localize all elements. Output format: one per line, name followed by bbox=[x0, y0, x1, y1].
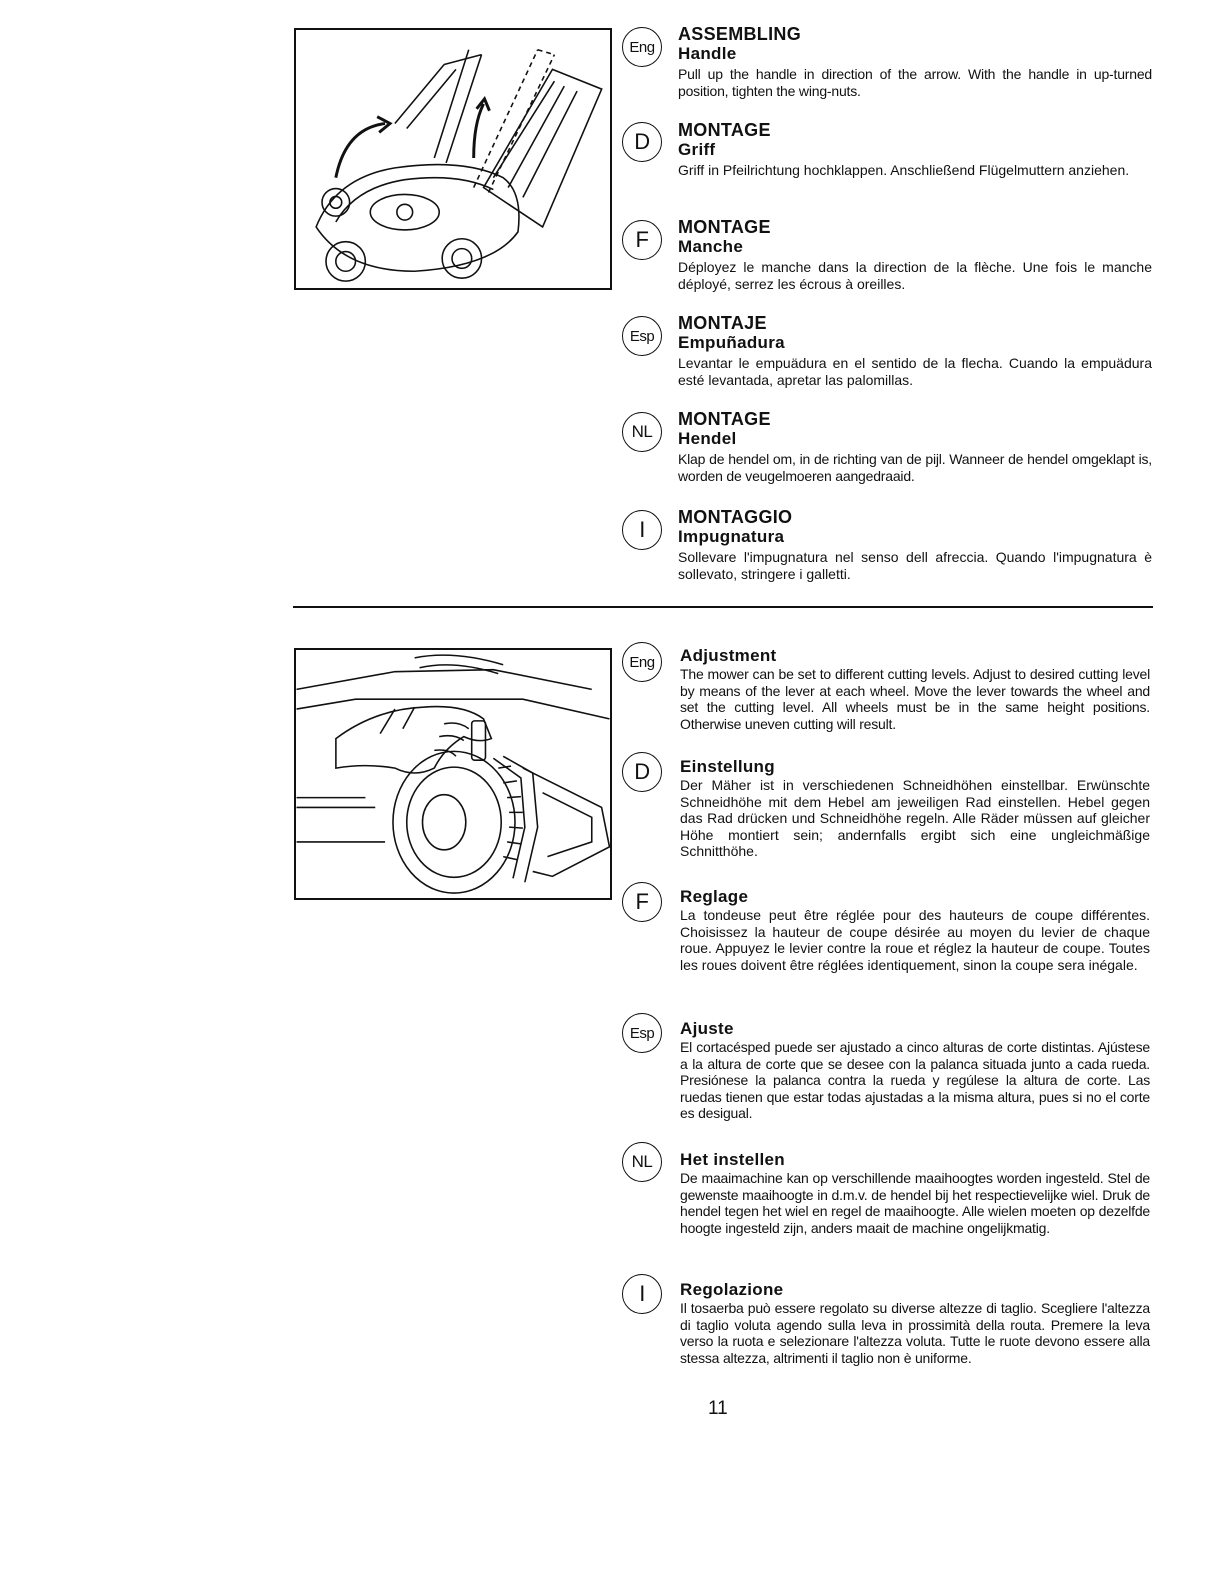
wheel-adjustment-drawing bbox=[296, 650, 610, 898]
section-text: Levantar le empuädura en el sentido de la flecha. Cuando la empuädura esté levantada, apretar las palomillas. bbox=[678, 355, 1152, 388]
section-title: Ajuste bbox=[680, 1019, 734, 1038]
section-title: Adjustment bbox=[680, 646, 777, 665]
section-subtitle: Impugnatura bbox=[678, 527, 785, 546]
language-badge-i: I bbox=[622, 1274, 662, 1314]
section-title: ASSEMBLING bbox=[678, 24, 802, 44]
section-subtitle: Handle bbox=[678, 44, 737, 63]
section-text: Klap de hendel om, in de richting van de pijl. Wanneer de hendel omgeklapt is, worden de veugelmoeren aangedraaid. bbox=[678, 451, 1152, 484]
section-text: El cortacésped puede ser ajustado a cinco alturas de corte distintas. Ajústese a la altura de corte que se desee con la palanca situada junto a cada rueda. Presiónese la palanca contra la rueda y regúlese la altura de corte. Las ruedas tienen que estar todas ajustadas a la misma altura, pues si no el corte es desigual. bbox=[680, 1039, 1150, 1121]
section-text: De maaimachine kan op verschillende maaihoogtes worden ingesteld. Stel de gewenste maaihoogte in d.m.v. de hendel bij het respectievelijke wiel. Druk de hendel tegen het wiel en regel de maaihoogte. Alle wielen moeten op dezelfde hoogte ingesteld zijn, anders maait de machine ongelijkmatig. bbox=[680, 1170, 1150, 1236]
section-title: Regolazione bbox=[680, 1280, 784, 1299]
language-badge-eng: Eng bbox=[622, 27, 662, 67]
section-title: MONTAGE bbox=[678, 120, 771, 140]
section-title: Het instellen bbox=[680, 1150, 785, 1169]
language-badge-nl: NL bbox=[622, 412, 662, 452]
language-badge-i: I bbox=[622, 510, 662, 550]
language-badge-nl: NL bbox=[622, 1142, 662, 1182]
language-badge-d: D bbox=[622, 122, 662, 162]
section-title: MONTAGGIO bbox=[678, 507, 793, 527]
section-title: MONTAGE bbox=[678, 409, 771, 429]
section-subtitle: Hendel bbox=[678, 429, 737, 448]
section-subtitle: Manche bbox=[678, 237, 744, 256]
mower-handle-illustration bbox=[294, 28, 612, 290]
language-badge-f: F bbox=[622, 882, 662, 922]
section-text: Der Mäher ist in verschiedenen Schneidhöhen einstellbar. Erwünschte Schneidhöhe mit dem Hebel am jeweiligen Rad einstellen. Hebel gegen das Rad drücken und Schneidhöhe regeln. Alle Räder müssen auf gleicher Höhe montiert sein; andernfalls ergibt sich eine ungleichmäßige Schnitthöhe. bbox=[680, 777, 1150, 859]
section-subtitle: Griff bbox=[678, 140, 716, 159]
section-subtitle: Empuñadura bbox=[678, 333, 785, 352]
section-text: Il tosaerba può essere regolato su diverse altezze di taglio. Scegliere l'altezza di taglio voluta agendo sulla leva in prossimità della routa. Premere la leva verso la ruota e selezionare l'altezza voluta. Tutte le ruote devono essere alla stessa altezza, altrimenti il taglio non è uniforme. bbox=[680, 1300, 1150, 1366]
mower-handle-drawing bbox=[296, 30, 610, 288]
section-divider bbox=[293, 606, 1153, 608]
wheel-adjustment-illustration bbox=[294, 648, 612, 900]
section-text: Sollevare l'impugnatura nel senso dell afreccia. Quando l'impugnatura è sollevato, stringere i galletti. bbox=[678, 549, 1152, 582]
section-title: Einstellung bbox=[680, 757, 775, 776]
language-badge-d: D bbox=[622, 752, 662, 792]
language-badge-eng: Eng bbox=[622, 642, 662, 682]
section-title: MONTAGE bbox=[678, 217, 771, 237]
section-text: Griff in Pfeilrichtung hochklappen. Anschließend Flügelmuttern anziehen. bbox=[678, 162, 1130, 178]
section-text: La tondeuse peut être réglée pour des hauteurs de coupe différentes. Choisissez la hauteur de coupe désirée au moyen du levier de chaque roue. Appuyez le levier contre la roue et réglez la hauteur de coupe. Toutes les roues doivent être réglées identiquement, sinon la coupe sera inégale. bbox=[680, 907, 1150, 973]
section-title: MONTAJE bbox=[678, 313, 767, 333]
section-title: Reglage bbox=[680, 887, 749, 906]
section-text: Pull up the handle in direction of the arrow. With the handle in up-turned position, tighten the wing-nuts. bbox=[678, 66, 1152, 99]
page-number: 11 bbox=[708, 1398, 728, 1419]
section-text: Déployez le manche dans la direction de la flèche. Une fois le manche déployé, serrez les écrous à oreilles. bbox=[678, 259, 1152, 292]
section-text: The mower can be set to different cutting levels. Adjust to desired cutting level by means of the lever at each wheel. Move the lever towards the wheel and set the cutting level. All wheels must be in the same height positions. Otherwise uneven cutting will result. bbox=[680, 666, 1150, 732]
language-badge-esp: Esp bbox=[622, 1013, 662, 1053]
language-badge-f: F bbox=[622, 220, 662, 260]
language-badge-esp: Esp bbox=[622, 316, 662, 356]
